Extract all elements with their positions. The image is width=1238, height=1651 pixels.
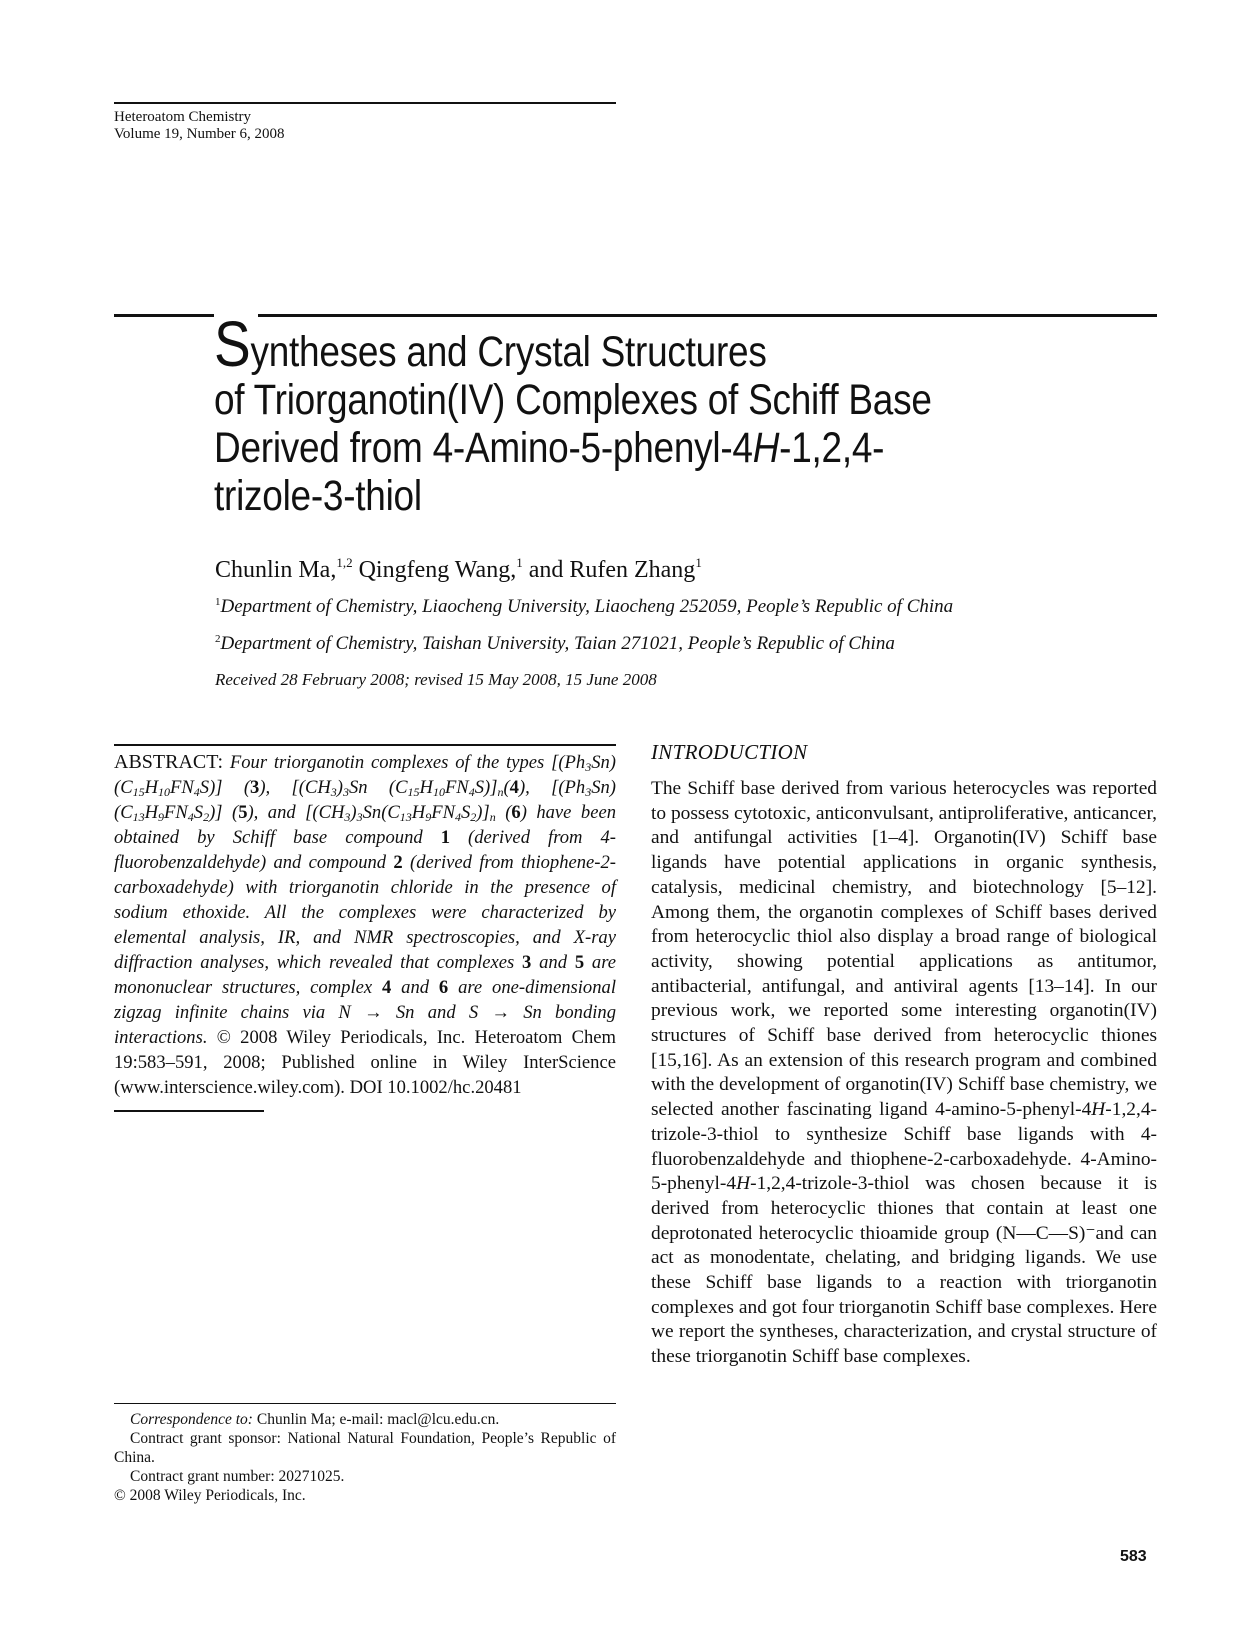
author-name: Chunlin Ma,	[215, 557, 337, 583]
title-line-4: trizole-3-thiol	[214, 472, 422, 520]
author-name: and Rufen Zhang	[528, 557, 696, 583]
footnote-grant-number: Contract grant number: 20271025.	[130, 1468, 345, 1485]
received-dates: Received 28 February 2008; revised 15 May 2008, 15 June 2008	[215, 670, 657, 689]
author-affiliation-mark: 1	[695, 555, 702, 570]
page-number: 583	[1120, 1548, 1147, 1565]
title-line-2: of Triorganotin(IV) Complexes of Schiff Base	[214, 376, 932, 424]
intro-italic-h: H	[1091, 1099, 1106, 1121]
journal-header	[114, 102, 616, 143]
correspondence-text: Chunlin Ma; e-mail: macl@lcu.edu.cn.	[252, 1411, 500, 1428]
abstract-end-rule	[114, 1110, 264, 1112]
affiliation-text: Department of Chemistry, Liaocheng University, Liaocheng 252059, People’s Republic of China	[220, 596, 954, 617]
title-rule-right	[258, 314, 1157, 317]
title-line-3b: -1,2,4-	[779, 424, 885, 472]
affiliation-text: Department of Chemistry, Taishan University, Taian 271021, People’s Republic of China	[220, 633, 895, 654]
affiliation-1	[215, 596, 953, 618]
author-list	[215, 548, 702, 585]
author-affiliation-mark: 1,2	[336, 555, 353, 570]
footnote-copyright: © 2008 Wiley Periodicals, Inc.	[114, 1487, 306, 1504]
title-line-3-italic: H	[752, 424, 780, 472]
affiliation-mark: 2	[215, 633, 221, 645]
intro-text-part: -1,2,4-trizole-3-thiol to synthesize Schiff base ligands with 4-fluorobenzaldehyde and thiophene-2-carboxadehyde. 4-Amino-5-phenyl-4	[651, 1099, 1157, 1195]
correspondence-label: Correspondence to:	[130, 1411, 253, 1428]
intro-text-part: The Schiff base derived from various heterocycles was reported to possess cytotoxic, anticonvulsant, antiproliferative, anticancer, and antifungal activities [1–4]. Organotin(IV) Schiff base ligands have potential applications in organic synthesis, catalysis, medicinal chemistry, and biotechnology [5–12]. Among them, the organotin complexes of Schiff bases derived from heterocyclic thiol also display a broad range of biological activity, showing potential applications as antitumor, antibacterial, antifungal, and antiviral agents [13–14]. In our previous work, we reported some interesting organotin(IV) structures of Schiff base derived from heterocyclic thiones [15,16]. As an extension of this research program and combined with the development of organotin(IV) Schiff base chemistry, we selected another fascinating ligand 4-amino-5-phenyl-4	[651, 778, 1157, 1121]
title-line-1: yntheses and Crystal Structures	[250, 328, 767, 376]
abstract-label: ABSTRACT:	[114, 751, 224, 773]
intro-italic-h: H	[736, 1173, 751, 1195]
title-dropcap: S	[214, 308, 251, 380]
journal-volume: Volume 19, Number 6, 2008	[114, 126, 285, 142]
affiliation-2	[215, 633, 895, 655]
affiliation-mark: 1	[215, 596, 221, 608]
footnote-sponsor: Contract grant sponsor: National Natural Foundation, People’s Republic of China.	[114, 1430, 616, 1466]
article-title	[214, 308, 1022, 520]
title-rule-left	[114, 314, 214, 317]
abstract-credit: © 2008 Wiley Periodicals, Inc. Heteroatom Chem 19:583–591, 2008; Published online in Wiley InterScience (www.interscience.wiley.com). DOI 10.1002/hc.20481	[114, 1027, 616, 1098]
right-column	[651, 740, 1157, 1370]
abstract-top-rule	[114, 744, 616, 746]
intro-text-part: -1,2,4-trizole-3-thiol was chosen because it is derived from heterocyclic thiones that contain at least one deprotonated heterocyclic thioamide group (N—C—S)⁻and can act as monodentate, chelating, and bridging ligands. We use these Schiff base ligands to a reaction with triorganotin complexes and got four triorganotin Schiff base complexes. Here we report the syntheses, characterization, and crystal structure of these triorganotin Schiff base complexes.	[651, 1173, 1157, 1368]
introduction-text	[651, 777, 1157, 1370]
author-affiliation-mark: 1	[516, 555, 523, 570]
footnote	[114, 1403, 616, 1505]
introduction-heading: INTRODUCTION	[651, 740, 808, 764]
left-column	[114, 744, 616, 1112]
author-name: Qingfeng Wang,	[358, 557, 517, 583]
abstract: ABSTRACT: Four triorganotin complexes of the types $[(Ph_3Sn)(C_{15}H_{10}FN_4S)]$ (3), [$(CH_3)_3Sn$ $(C_{15}H_{10}FN_4S)]_n(4)$, $[(Ph_3Sn)(C_{13}H_9FN_4S_2)]$ (5), and $[(CH_3)_3Sn(C_{13}H_9FN_4S_2)]_n$ (6) have been obtained by Schiff base compound 1 (derived from 4-fluorobenzaldehyde) and compound 2 (derived from thiophene-2-carboxadehyde) with triorganotin chloride in the presence of sodium ethoxide. All the complexes were characterized by elemental analysis, IR, and NMR spectroscopies, and X-ray diffraction analyses, which revealed that complexes 3 and 5 are mononuclear structures, complex 4 and 6 are one-dimensional zigzag infinite chains via N → Sn and S → Sn bonding interactions. © 2008 Wiley Periodicals, Inc. Heteroatom Chem 19:583–591, 2008; Published online in Wiley InterScience (www.interscience.wiley.com). DOI 10.1002/hc.20481	[114, 751, 617, 1098]
title-line-3a: Derived from 4-Amino-5-phenyl-4	[214, 424, 753, 472]
journal-name: Heteroatom Chemistry	[114, 109, 252, 125]
footnote-correspondence	[114, 1410, 616, 1429]
